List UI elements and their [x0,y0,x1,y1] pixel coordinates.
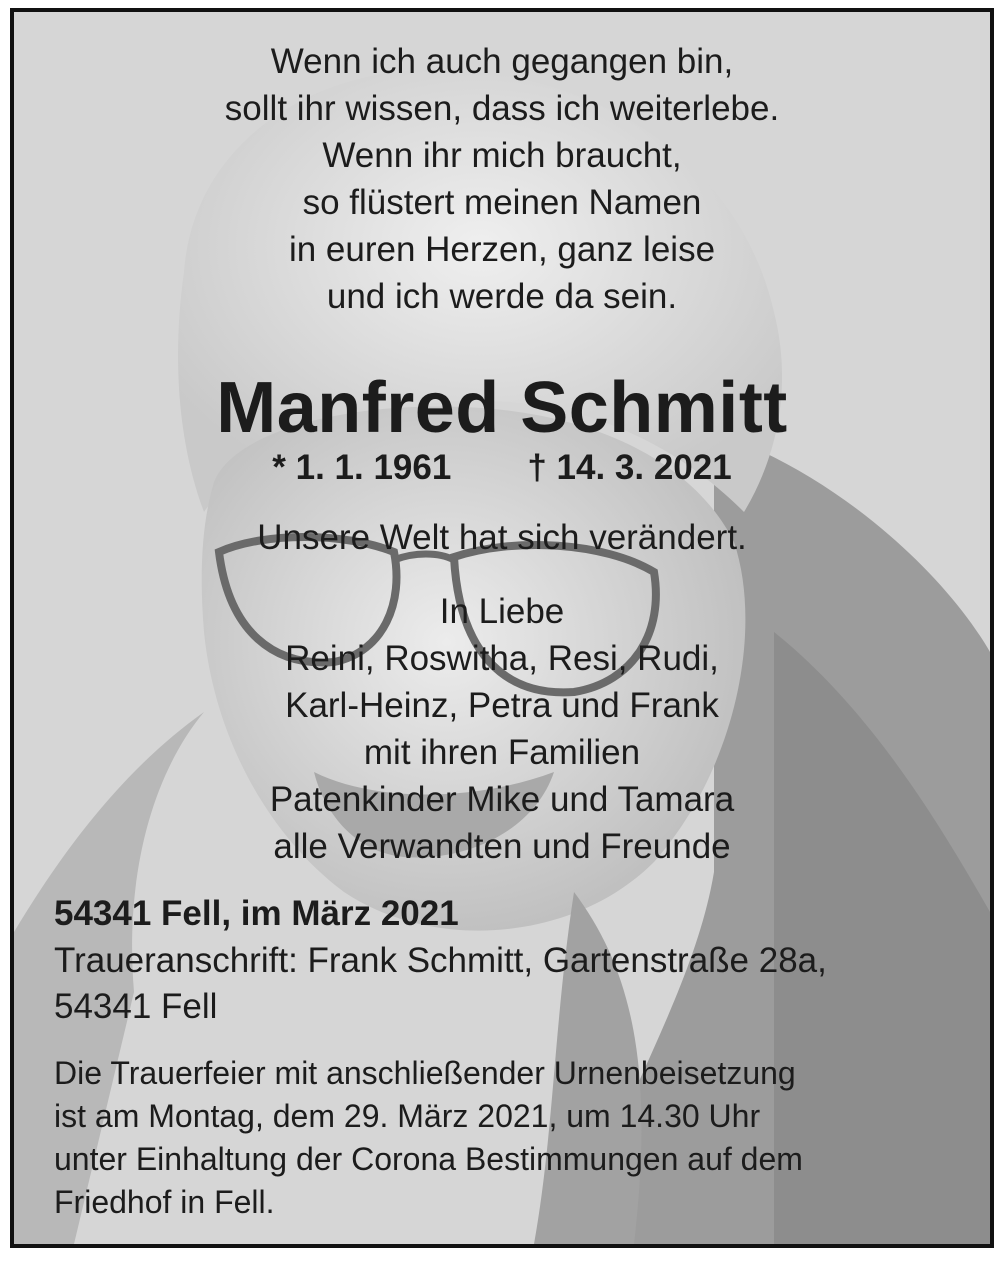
death-date: † 14. 3. 2021 [527,448,732,487]
service-line: unter Einhaltung der Corona Bestimmungen auf dem [54,1141,803,1177]
tagline: Unsere Welt hat sich verändert. [257,518,747,557]
mourners [14,588,990,870]
poem-line: so flüstert meinen Namen [302,183,702,222]
funeral-service-info [54,1052,974,1224]
poem-line: Wenn ich auch gegangen bin, [270,42,734,81]
mourner-line: Patenkinder Mike und Tamara [269,780,735,819]
mourner-line: mit ihren Familien [363,733,641,772]
address-line: 54341 Fell [54,987,218,1026]
address-line: Traueranschrift: Frank Schmitt, Gartenstraße 28a, [54,941,827,980]
poem-line: in euren Herzen, ganz leise [288,230,716,269]
mourner-line: Karl-Heinz, Petra und Frank [285,686,719,725]
deceased-name: Manfred Schmitt [216,368,788,448]
poem-line: und ich werde da sein. [326,277,678,316]
poem-line: Wenn ihr mich braucht, [322,136,682,175]
poem [14,38,990,320]
service-line: Die Trauerfeier mit anschließender Urnenbeisetzung [54,1055,796,1091]
place-date: 54341 Fell, im März 2021 [54,894,459,933]
mourner-line: Reini, Roswitha, Resi, Rudi, [285,639,719,678]
mourner-line: In Liebe [439,592,565,631]
poem-line: sollt ihr wissen, dass ich weiterlebe. [224,89,780,128]
obituary-card [10,8,994,1248]
birth-date: * 1. 1. 1961 [272,448,452,487]
life-dates [14,446,990,490]
mourner-line: alle Verwandten und Freunde [273,827,731,866]
service-line: Friedhof in Fell. [54,1184,275,1220]
service-line: ist am Montag, dem 29. März 2021, um 14.30 Uhr [54,1098,761,1134]
mourning-address [54,938,974,1030]
